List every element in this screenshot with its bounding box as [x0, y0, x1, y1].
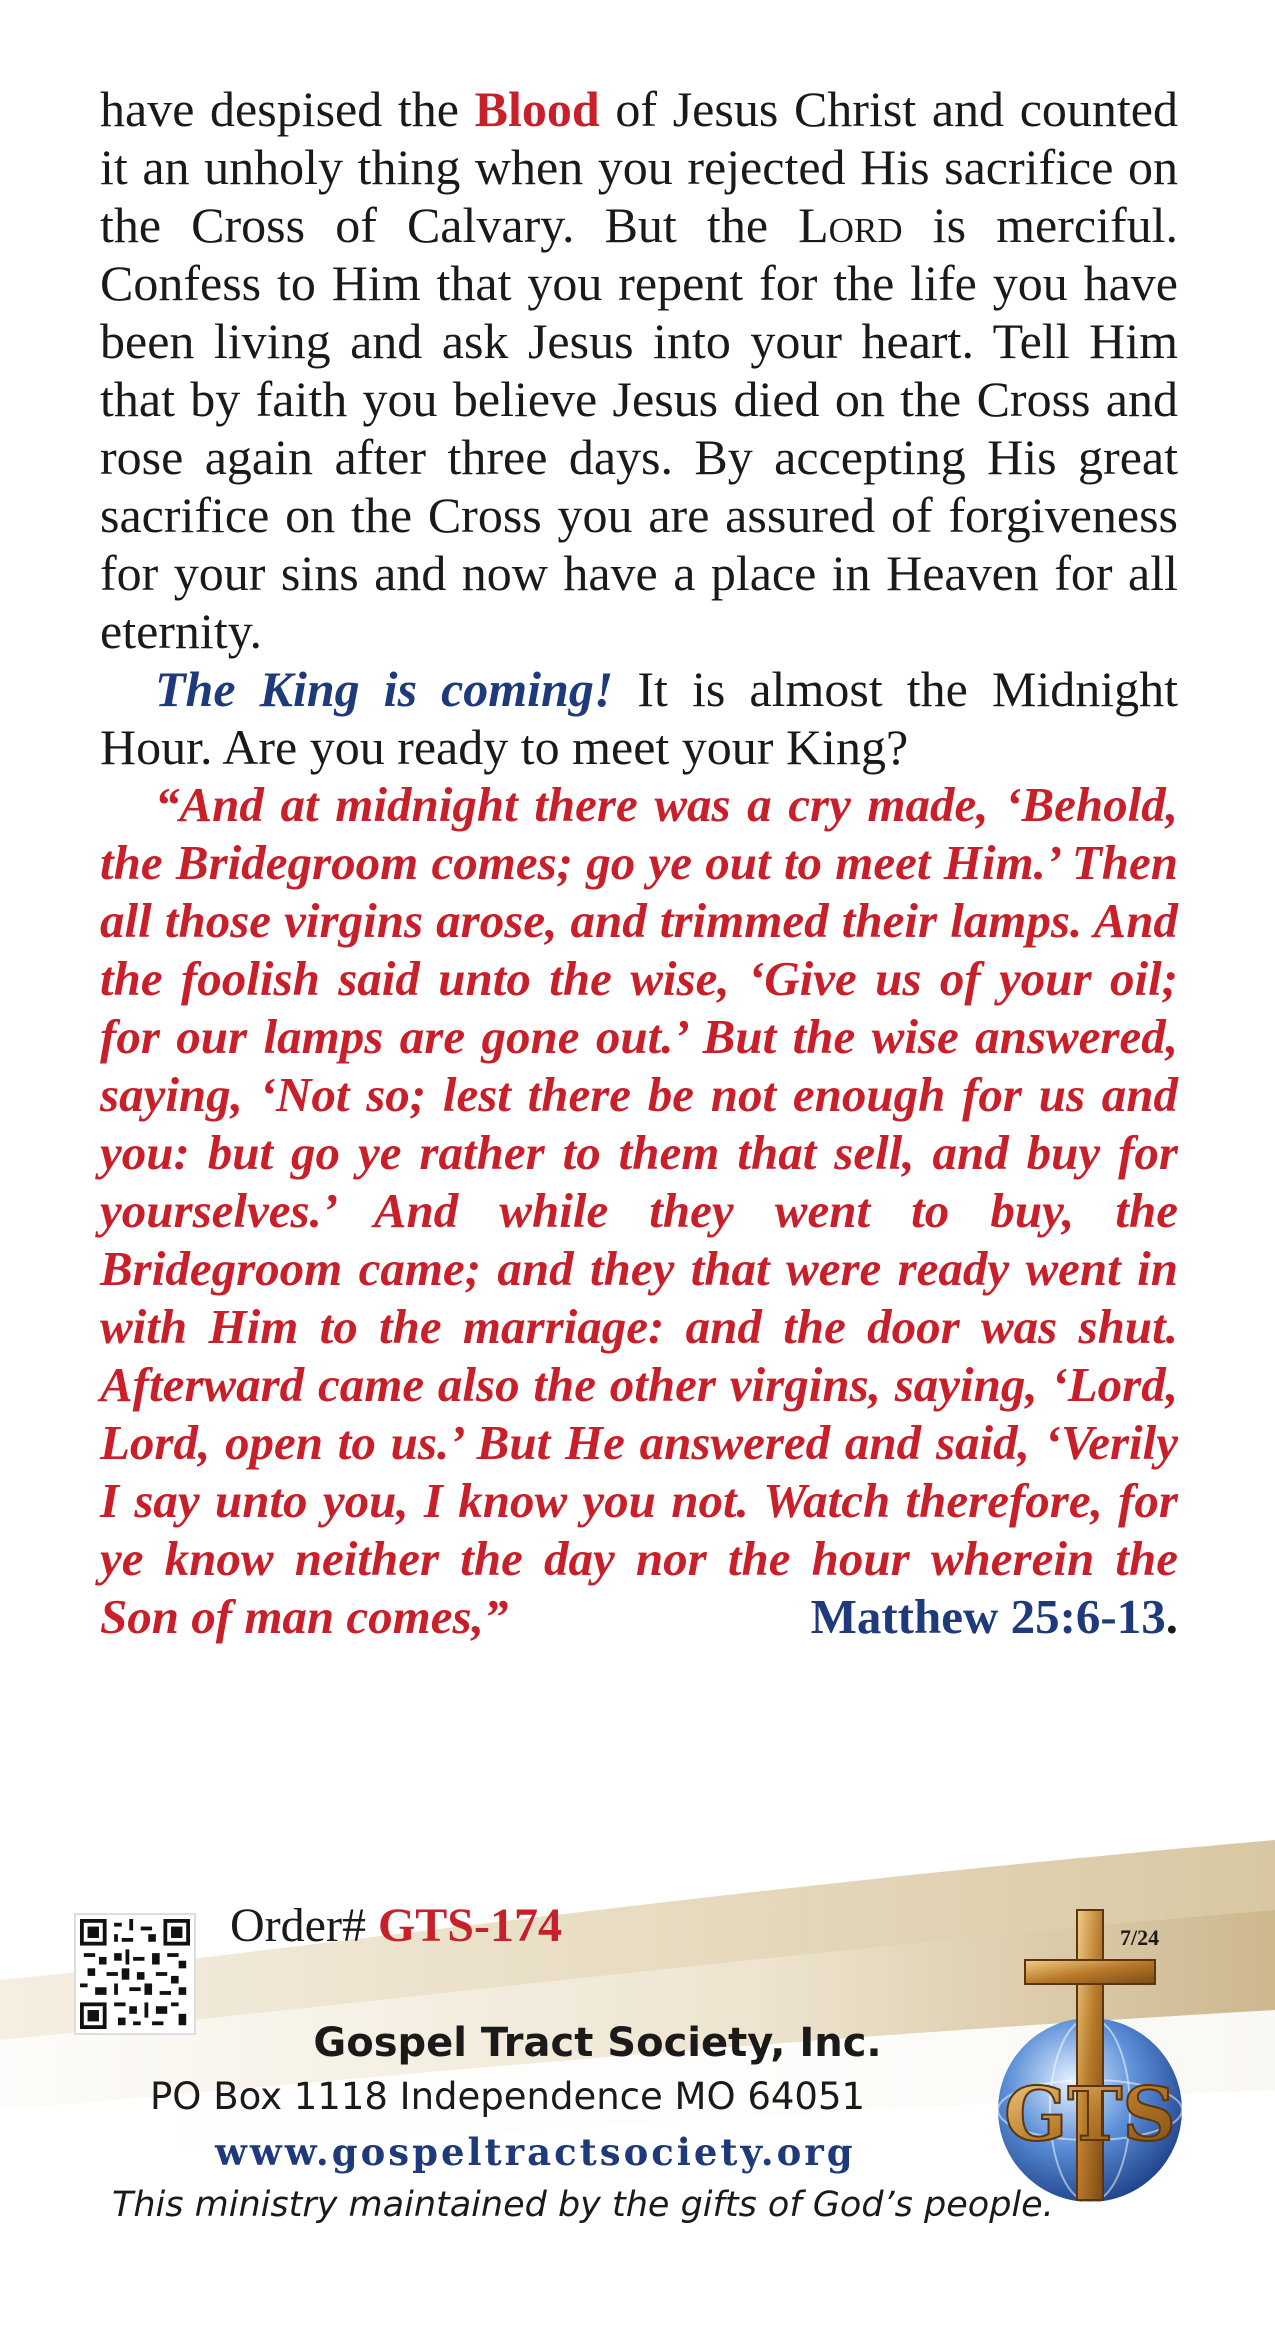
- scripture-text: “And at midnight there was a cry made, ‘Behold, the Bridegroom comes; go ye out to meet Him.’ Then all those virgins arose, and trimmed their lamps. And the foolish said unto the wise, ‘Give us of your oil; for our lamps are gone out.’ But the wise answered, saying, ‘Not so; lest there be not enough for us and you: but go ye rather to them that sell, and buy for yourselves.’ And while they went to buy, the Bridegroom came; and they that were ready went in with Him to the marriage: and the door was shut. Afterward came also the other virgins, saying, ‘Lord, Lord, open to us.’ But He answered and said, ‘Verily I say unto you, I know you not. Watch therefore, for ye know neither the day nor the hour wherein the Son of man comes,”: [100, 777, 1178, 1644]
- paragraph2-text: It is almost the Midnight Hour. Are you ready to meet your King?: [100, 661, 1178, 775]
- paragraph1-text-a: have despised the: [100, 81, 475, 137]
- order-label: Order#: [230, 1899, 378, 1952]
- scripture-reference: [756, 1588, 1178, 1646]
- paragraph-king-coming: [100, 660, 1178, 776]
- blood-emphasis: Blood: [474, 81, 600, 137]
- paragraph1-text-c: is merciful. Confess to Him that you repent for the life you have been living and ask Jesus into your heart. Tell Him that by faith you believe Jesus died on the Cross and rose again after three days. By accepting His great sacrifice on the Cross you are assured of forgiveness for your sins and now have a place in Heaven for all eternity.: [100, 197, 1178, 659]
- logo-text: GTS: [1004, 2072, 1176, 2158]
- tract-body: [100, 80, 1178, 1646]
- scripture-reference-text: Matthew 25:6-13: [810, 1589, 1166, 1644]
- lord-small-caps: Lord: [798, 197, 903, 253]
- scripture-reference-end: .: [1165, 1589, 1178, 1644]
- ministry-statement: This ministry maintained by the gifts of God’s people.: [112, 2185, 1054, 2225]
- order-code: GTS-174: [377, 1899, 562, 1952]
- paragraph1-text-b: of Jesus Christ and counted it an unholy thing when you rejected His sacrifice on the Cross of Calvary. But the: [100, 81, 1178, 253]
- organization-name: Gospel Tract Society, Inc.: [313, 2020, 882, 2066]
- website-link[interactable]: www.gospeltractsociety.org: [215, 2130, 856, 2174]
- scripture-quote: [100, 776, 1178, 1646]
- qr-code-icon[interactable]: [76, 1915, 194, 2033]
- print-date-code: 7/24: [1120, 1925, 1160, 1950]
- mailing-address: PO Box 1118 Independence MO 64051: [150, 2075, 866, 2118]
- paragraph-salvation: [100, 80, 1178, 660]
- king-is-coming: The King is coming!: [155, 661, 614, 717]
- order-number: [230, 1898, 562, 1953]
